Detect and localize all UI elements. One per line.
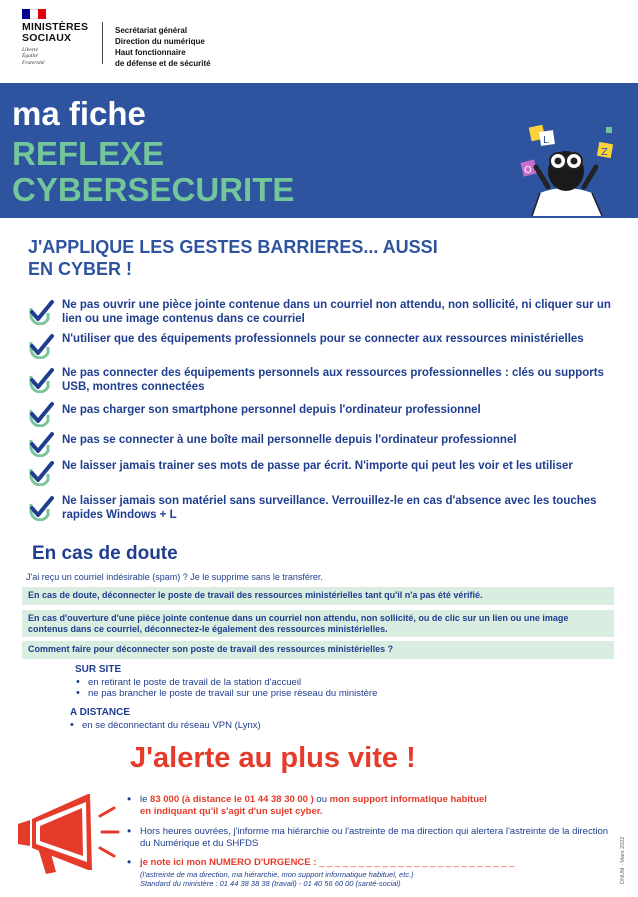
svg-text:O: O xyxy=(524,165,532,176)
after-hours-line: • Hors heures ouvrées, j'informe ma hiérarchie ou l'astreinte de ma direction qui alertera l'astreinte de la direction du Numérique et du SHFDS xyxy=(140,826,610,850)
ministry-line2: SOCIAUX xyxy=(22,32,72,44)
switchboard-line: Standard du ministère : 01 44 38 38 38 (travail) - 01 40 56 60 00 (santé-social) xyxy=(140,879,401,888)
emergency-label: je note ici mon NUMERO D'URGENCE : xyxy=(140,857,317,868)
ministry-line1: MINISTÈRES xyxy=(22,21,89,33)
check-icon xyxy=(26,367,54,393)
on-site-item: • ne pas brancher le poste de travail sur une prise réseau du ministère xyxy=(88,688,377,699)
binoculars-person-illustration xyxy=(510,121,620,216)
directorate-line: Direction du numérique xyxy=(115,37,205,46)
directorate-line: de défense et de sécurité xyxy=(115,59,211,68)
usual-support: mon support informatique habituel xyxy=(329,794,487,805)
rule-text: N'utiliser que des équipements professionnels pour se connecter aux ressources ministérielles xyxy=(62,333,584,345)
emergency-hint xyxy=(140,870,414,888)
banner-line1: ma fiche xyxy=(12,95,146,132)
rule-text: Ne pas connecter des équipements personnels aux ressources professionnelles : clés ou supports USB, montres connectées xyxy=(62,367,604,393)
svg-text:L: L xyxy=(543,135,549,146)
banner-line2: REFLEXE xyxy=(12,135,165,172)
document-code: DNUM - Mars 2022 xyxy=(620,836,626,884)
rule-item xyxy=(26,457,616,491)
doubt-heading: En cas de doute xyxy=(32,543,178,564)
doubt-box-opened-attachment: En cas d'ouverture d'une pièce jointe contenue dans un courriel non attendu, non sollicité, ou de clic sur un lien ou une image contenus dans ce courriel, déconnectez-le également des ressources ministérielles. xyxy=(22,610,614,637)
check-icon xyxy=(26,431,54,457)
emergency-number-line xyxy=(140,857,610,869)
rule-text: Ne pas charger son smartphone personnel depuis l'ordinateur professionnel xyxy=(62,404,481,416)
directorate-line: Haut fonctionnaire xyxy=(115,48,186,57)
ministry-logo-text xyxy=(22,22,88,44)
alert-heading: J'alerte au plus vite ! xyxy=(130,742,416,774)
motto-liberte: Liberté xyxy=(22,47,38,53)
directorate-block xyxy=(115,25,211,69)
rule-text: Ne pas ouvrir une pièce jointe contenue dans un courriel non attendu, non sollicité, ni cliquer sur un lien ou une image contenus dans ce courriel xyxy=(62,299,611,325)
title-banner xyxy=(0,83,638,218)
rule-item xyxy=(26,492,616,526)
rule-item xyxy=(26,398,616,432)
remote-heading: A DISTANCE xyxy=(70,707,130,718)
motto-egalite: Égalité xyxy=(22,53,38,60)
doubt-box-disconnect: En cas de doute, déconnecter le poste de travail des ressources ministérielles tant qu'il n'a pas été vérifié. xyxy=(22,587,614,605)
rule-text: Ne pas se connecter à une boîte mail personnelle depuis l'ordinateur professionnel xyxy=(62,434,517,446)
check-icon xyxy=(26,495,54,521)
doubt-box-howto: Comment faire pour déconnecter son poste de travail des ressources ministérielles ? xyxy=(22,641,614,659)
header xyxy=(0,0,638,82)
rule-item xyxy=(26,330,616,364)
republic-motto xyxy=(22,47,45,66)
alert-contact-line xyxy=(140,794,610,818)
emergency-hint-line: (l'astreinte de ma direction, ma hiérarchie, mon support informatique habituel, etc.) xyxy=(140,870,414,879)
alert-or: ou xyxy=(313,794,330,805)
spam-instruction: J'ai reçu un courriel indésirable (spam) ? Je le supprime sans le transférer. xyxy=(26,572,323,582)
rule-item xyxy=(26,364,616,398)
rule-text: Ne laisser jamais son matériel sans surveillance. Verrouillez-le en cas d'absence avec les touches rapides Windows + L xyxy=(62,495,597,521)
on-site-item: • en retirant le poste de travail de la station d'accueil xyxy=(88,677,301,688)
helpdesk-number: 83 000 (à distance le 01 44 38 30 00 ) xyxy=(150,794,314,805)
emergency-blank: _ _ _ _ _ _ _ _ _ _ _ _ _ _ _ _ _ _ _ _ _ _ _ _ _ xyxy=(316,857,515,868)
check-icon xyxy=(26,401,54,427)
svg-text:Z: Z xyxy=(601,147,608,158)
header-divider xyxy=(102,22,103,64)
cyber-subject-note: en indiquant qu'il s'agit d'un sujet cyber. xyxy=(140,806,323,817)
check-icon xyxy=(26,299,54,325)
banner-line3: CYBERSECURITE xyxy=(12,171,295,208)
rule-item xyxy=(26,296,616,330)
motto-fraternite: Fraternité xyxy=(22,59,45,66)
check-icon xyxy=(26,333,54,359)
alert-prefix: le xyxy=(140,794,151,805)
french-flag-icon xyxy=(22,9,46,19)
on-site-heading: SUR SITE xyxy=(75,664,122,675)
rule-text: Ne laisser jamais trainer ses mots de passe par écrit. N'importe qui peut les voir et les utiliser xyxy=(62,460,573,472)
megaphone-icon xyxy=(10,786,120,878)
apply-heading: J'APPLIQUE LES GESTES BARRIERES... AUSSI EN CYBER ! xyxy=(28,237,438,279)
remote-item: • en se déconnectant du réseau VPN (Lynx) xyxy=(82,720,261,731)
check-icon xyxy=(26,460,54,486)
directorate-line: Secrétariat général xyxy=(115,26,188,35)
